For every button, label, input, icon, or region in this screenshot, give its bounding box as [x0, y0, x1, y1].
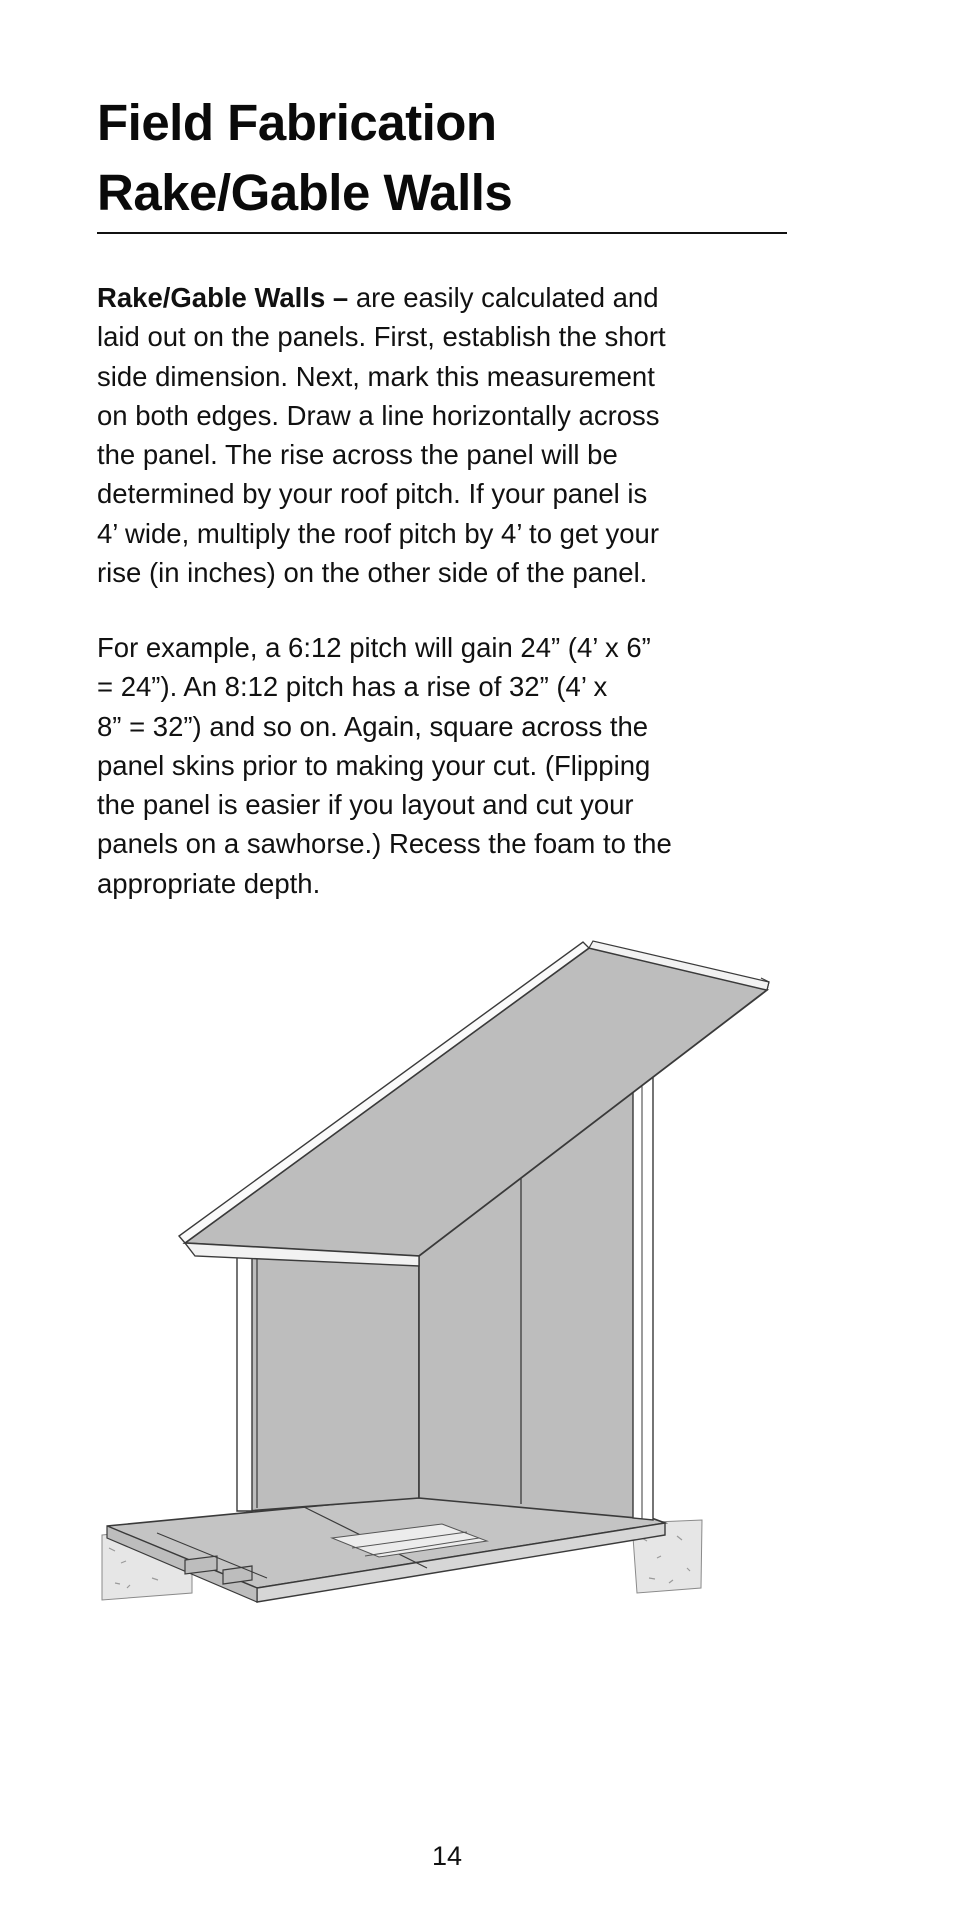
paragraph-line: rise (in inches) on the other side of the panel. — [97, 557, 648, 589]
paragraph-line: panel skins prior to making your cut. (Flipping — [97, 749, 651, 781]
paragraph-line: determined by your roof pitch. If your panel is — [97, 478, 648, 510]
back-wall-panel — [237, 1228, 419, 1511]
illustration-svg — [97, 938, 787, 1638]
paragraph-line: = 24”). An 8:12 pitch has a rise of 32” (4’ x — [97, 671, 608, 703]
title-divider — [97, 232, 787, 234]
page-title — [97, 88, 787, 228]
paragraph-rake-gable-intro — [97, 278, 797, 592]
paragraph-text: are easily calculated and — [348, 282, 659, 313]
document-page — [97, 0, 787, 1908]
paragraph-line: the panel is easier if you layout and cut your — [97, 789, 634, 821]
page-title-line-1: Field Fabrication — [97, 94, 497, 151]
paragraph-line: laid out on the panels. First, establish the short — [97, 321, 666, 353]
paragraph-line — [97, 278, 797, 317]
page-title-line-2: Rake/Gable Walls — [97, 164, 513, 221]
paragraph-line: side dimension. Next, mark this measurement — [97, 360, 655, 392]
page-number: 14 — [431, 1841, 463, 1871]
paragraph-line: 8” = 32”) and so on. Again, square across the — [97, 710, 649, 742]
paragraph-line: appropriate depth. — [97, 867, 321, 899]
paragraph-line: the panel. The rise across the panel will be — [97, 439, 618, 471]
paragraph-line: 4’ wide, multiply the roof pitch by 4’ to get your — [97, 517, 659, 549]
paragraph-line: on both edges. Draw a line horizontally across — [97, 399, 660, 431]
rake-gable-wall-illustration — [97, 938, 787, 1638]
paragraph-lead-term: Rake/Gable Walls – — [97, 282, 349, 313]
paragraph-pitch-example — [97, 628, 797, 903]
paragraph-line: For example, a 6:12 pitch will gain 24” (4’ x 6” — [97, 632, 651, 663]
paragraph-line: panels on a sawhorse.) Recess the foam to the — [97, 828, 672, 860]
